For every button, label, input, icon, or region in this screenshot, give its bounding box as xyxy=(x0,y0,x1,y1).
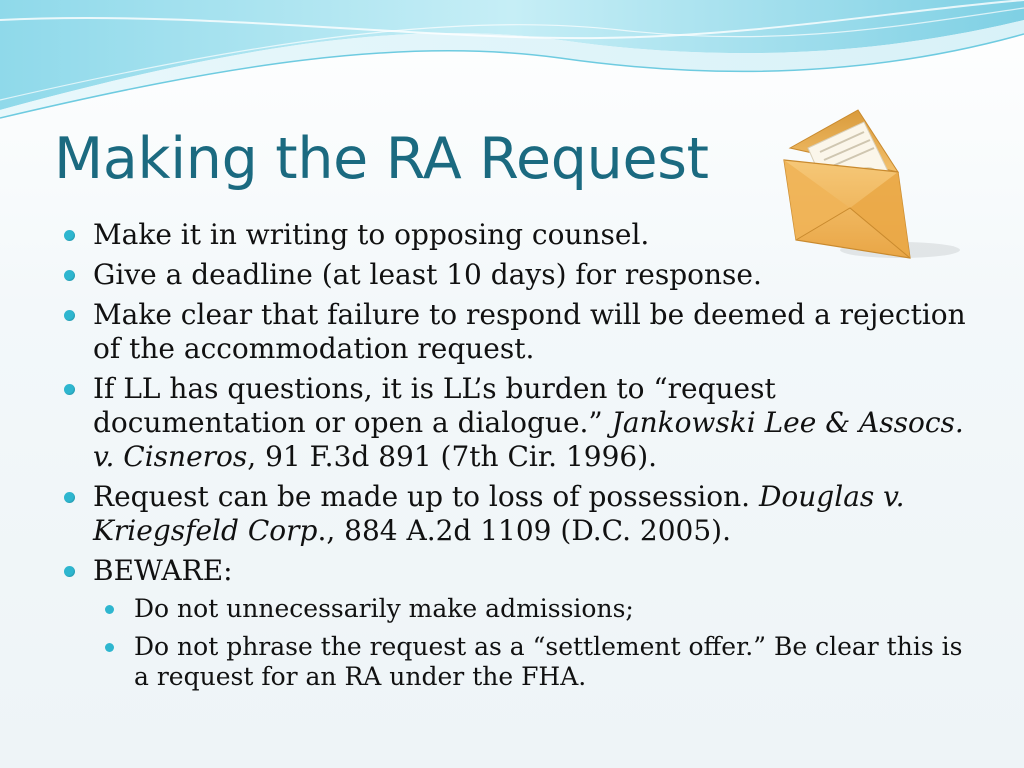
bullet-dot-icon xyxy=(64,566,75,577)
bullet-dot-icon xyxy=(64,270,75,281)
sub-bullet-text: Do not phrase the request as a “settlement offer.” Be clear this is a request for an RA under the FHA. xyxy=(134,632,963,691)
bullet-text: BEWARE: xyxy=(93,554,233,587)
bullet-dot-icon xyxy=(64,310,75,321)
list-item xyxy=(64,218,984,252)
slide-title: Making the RA Request xyxy=(54,126,709,192)
bullet-text: If LL has questions, it is LL’s burden to “request documentation or open a dialogue.” xyxy=(93,372,776,439)
citation-details: , 91 F.3d 891 (7th Cir. 1996). xyxy=(247,440,658,473)
list-item xyxy=(64,554,984,692)
sub-bullet-text: Do not unnecessarily make admissions; xyxy=(134,594,634,623)
bullet-dot-icon xyxy=(64,384,75,395)
case-citation: Jankowski Lee & Assocs. v. Cisneros xyxy=(93,406,964,473)
sub-list-item xyxy=(105,632,984,692)
sub-list-item xyxy=(105,594,984,624)
bullet-dot-icon xyxy=(64,492,75,503)
list-item xyxy=(64,258,984,292)
bullet-text: Make it in writing to opposing counsel. xyxy=(93,218,650,251)
list-item xyxy=(64,480,984,548)
bullet-text: Make clear that failure to respond will be deemed a rejection of the accommodation request. xyxy=(93,298,966,365)
content-area xyxy=(64,218,984,700)
list-item xyxy=(64,372,984,474)
citation-details: ., 884 A.2d 1109 (D.C. 2005). xyxy=(317,514,731,547)
case-citation: Douglas v. Kriegsfeld Corp xyxy=(93,480,905,547)
bullet-list xyxy=(64,218,984,692)
bullet-text: Request can be made up to loss of possession. xyxy=(93,480,759,513)
sub-bullet-dot-icon xyxy=(105,643,114,652)
bullet-dot-icon xyxy=(64,230,75,241)
bullet-text: Give a deadline (at least 10 days) for response. xyxy=(93,258,762,291)
sub-bullet-list xyxy=(93,594,984,692)
sub-bullet-dot-icon xyxy=(105,605,114,614)
list-item xyxy=(64,298,984,366)
